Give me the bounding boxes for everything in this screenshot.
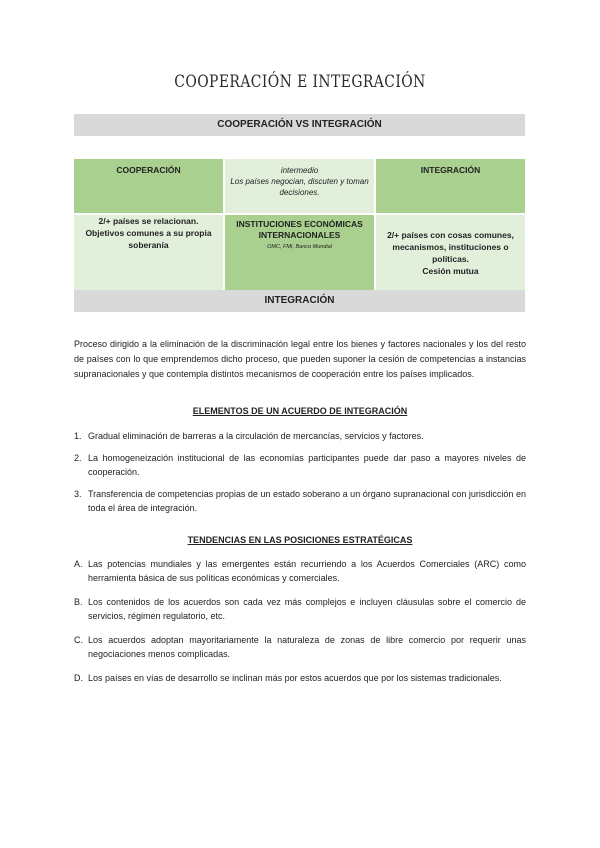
list-item: D. Los países en vías de desarrollo se inclinan más por estos acuerdos que por los sistemas tradicionales. <box>74 673 502 683</box>
heading-elementos: ELEMENTOS DE UN ACUERDO DE INTEGRACIÓN <box>192 406 408 416</box>
list-item: 3. Transferencia de competencias propias de un estado soberano a un órgano supranacional con jurisdicción en toda el área de integración. <box>74 489 526 513</box>
instituciones-label: INSTITUCIONES ECONÓMICAS INTERNACIONALES <box>236 219 363 240</box>
instituciones-examples: OMC, FMI, Banco Mundial <box>267 244 332 250</box>
cell-instituciones <box>225 215 374 293</box>
list-item: B. Los contenidos de los acuerdos son cada vez más complejos e incluyen cláusulas sobre el comercio de servicios, régimen regulatorio, etc. <box>74 597 526 621</box>
header-cooperacion: COOPERACIÓN <box>74 159 223 213</box>
list-item: 2. La homogeneización institucional de las economías participantes puede dar paso a mayores niveles de cooperación. <box>74 453 526 477</box>
section-bar-comparison: COOPERACIÓN VS INTEGRACIÓN <box>74 114 525 136</box>
list-item: A. Las potencias mundiales y las emergentes están recurriendo a los Acuerdos Comerciales (ARC) como herramienta básica de sus políticas económicas y comerciales. <box>74 559 526 583</box>
list-elementos <box>74 429 526 515</box>
integracion-paragraph: Proceso dirigido a la eliminación de la discriminación legal entre los bienes y factores nacionales y los del resto de países con lo que emprendemos dicho proceso, que pueden suponer la cesión de competencias a instancias supranacionales y que contempla distintos mecanismos de cooperación entre los países implicados. <box>74 339 526 379</box>
list-item: C. Los acuerdos adoptan mayoritariamente la naturaleza de zonas de libre comercio por requerir unas negociaciones menos complicadas. <box>74 635 526 659</box>
cell-cooperacion: 2/+ países se relacionan. Objetivos comunes a su propia soberanía <box>74 215 223 293</box>
header-integracion: INTEGRACIÓN <box>376 159 525 213</box>
intermedio-label: intermedio <box>280 166 319 175</box>
section-bar-integracion: INTEGRACIÓN <box>74 290 525 312</box>
list-item: 1. Gradual eliminación de barreras a la circulación de mercancías, servicios y factores. <box>74 431 424 441</box>
integracion-desc: 2/+ países con cosas comunes, mecanismos, instituciones o políticas. <box>387 230 514 264</box>
intermedio-desc: Los países negocian, discuten y toman decisiones. <box>230 177 369 197</box>
cell-integracion <box>376 215 525 293</box>
integracion-cesion: Cesión mutua <box>422 266 479 276</box>
table-body-row <box>74 215 525 293</box>
heading-tendencias: TENDENCIAS EN LAS POSICIONES ESTRATÉGICAS <box>187 535 413 545</box>
comparison-table <box>72 157 527 295</box>
list-tendencias <box>74 557 526 685</box>
header-intermedio <box>225 159 374 213</box>
page-title: COOPERACIÓN E INTEGRACIÓN <box>174 72 426 92</box>
table-header-row <box>74 159 525 213</box>
